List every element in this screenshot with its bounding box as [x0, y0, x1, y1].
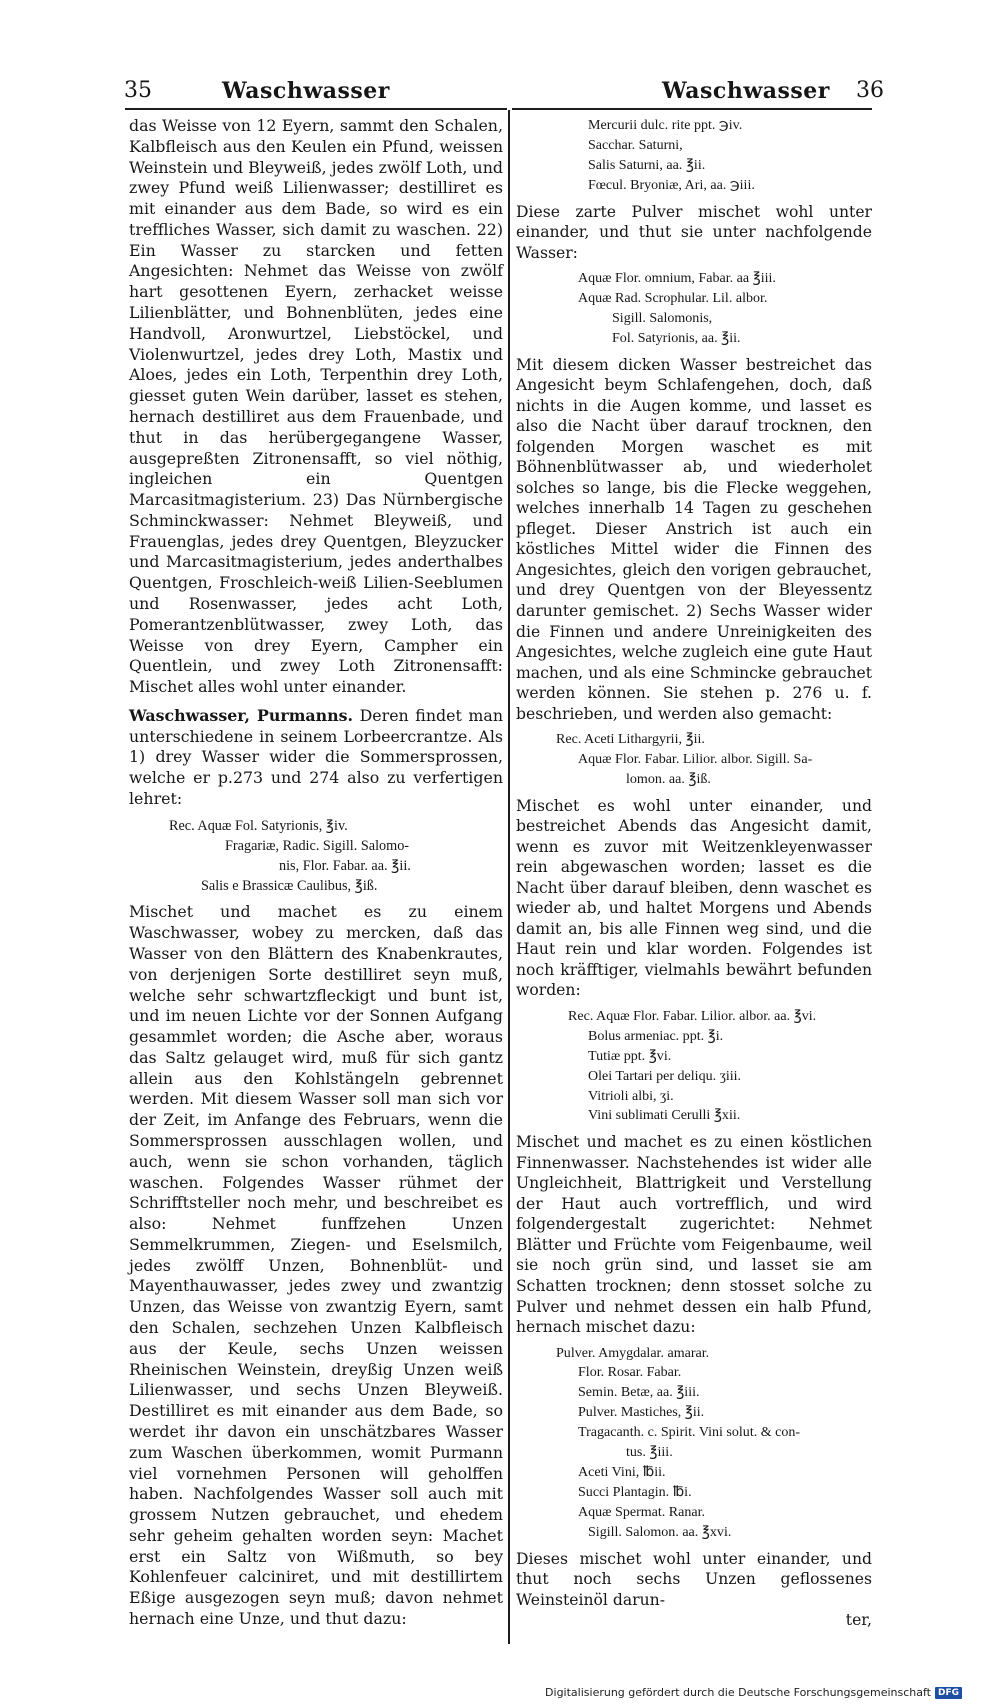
- recipe-line: Vitrioli albi, ʒi.: [588, 1087, 674, 1104]
- recipe-line: Tutiæ ppt. ℥vi.: [588, 1047, 672, 1064]
- recipe-line: Rec. Aquæ Flor. Fabar. Lilior. albor. aa. ℥vi.: [568, 1007, 817, 1024]
- page-number-right: 36: [856, 78, 884, 103]
- recipe-block-3: [516, 269, 872, 349]
- running-title-left: Waschwasser: [222, 78, 390, 104]
- recipe-line: Semin. Betæ, aa. ℥iii.: [578, 1384, 700, 1401]
- recipe-line: Vini sublimati Cerulli ℥xii.: [588, 1107, 741, 1124]
- recipe-block-2: [516, 116, 872, 196]
- header-rule-right: [512, 108, 872, 110]
- recipe-line: Aceti Vini, ℔ii.: [578, 1463, 666, 1480]
- recipe-line: Rec. Aquæ Fol. Satyrionis, ℥iv.: [169, 817, 348, 834]
- column-divider: [508, 110, 510, 1644]
- page-number-left: 35: [124, 78, 152, 103]
- recipe-line: Salis Saturni, aa. ℥ii.: [588, 156, 706, 173]
- recipe-line: Salis e Brassicæ Caulibus, ℥iß.: [201, 878, 378, 895]
- recipe-block-6: [516, 1344, 872, 1543]
- left-paragraph-2: [129, 706, 503, 810]
- recipe-line: Sigill. Salomonis,: [612, 309, 713, 326]
- recipe-line: Pulver. Amygdalar. amarar.: [556, 1344, 710, 1361]
- recipe-line: Fragariæ, Radic. Sigill. Salomo-: [225, 837, 410, 854]
- recipe-line: Tragacanth. c. Spirit. Vini solut. & con-: [578, 1424, 801, 1441]
- digitization-footer: [545, 1686, 962, 1699]
- right-paragraph-5: Dieses mischet wohl unter einander, und thut noch sechs Unzen geflossenes Weinsteinöl darun-: [516, 1549, 872, 1609]
- recipe-line: Fœcul. Bryoniæ, Ari, aa. ℈iii.: [588, 176, 755, 193]
- right-column: [516, 116, 872, 1631]
- right-paragraph-2: Mit diesem dicken Wasser bestreichet das Angesicht beym Schlafengehen, doch, daß nichts in die Augen komme, und lasset es also die Nacht über darauf trocknen, den folgenden Morgen waschet es mit Böhnenblütwasser ab, und wiederholet solches so lange, bis die Flecke weggehen, welches innerhalb 14 Tagen zu geschehen pfleget. Dieser Anstrich ist auch ein köstliches Mittel wider die Finnen des Angesichtes, gleich den vorigen gebrauchet, und drey Quentgen von der Bleyessentz darunter gemischet. 2) Sechs Wasser wider die Finnen und andere Unreinigkeiten des Angesichtes, welche zugleich eine gute Haut machen, und als eine Schmincke gebrauchet werden können. Sie stehen p. 276 u. f. beschrieben, und werden also gemacht:: [516, 355, 872, 723]
- recipe-line: Aquæ Flor. omnium, Fabar. aa ℥iii.: [578, 270, 776, 287]
- recipe-line: Aquæ Spermat. Ranar.: [578, 1503, 706, 1520]
- recipe-line: lomon. aa. ℥iß.: [626, 770, 711, 787]
- header-rule-left: [125, 108, 507, 110]
- recipe-line: Succi Plantagin. ℔i.: [578, 1483, 692, 1500]
- dfg-logo: DFG: [935, 1687, 962, 1699]
- recipe-line: tus. ℥iii.: [626, 1444, 673, 1461]
- recipe-line: Olei Tartari per deliqu. ʒiii.: [588, 1067, 742, 1084]
- recipe-line: Sigill. Salomon. aa. ℥xvi.: [588, 1523, 732, 1540]
- recipe-line: Bolus armeniac. ppt. ℥i.: [588, 1027, 724, 1044]
- recipe-line: Flor. Rosar. Fabar.: [578, 1364, 682, 1381]
- left-paragraph-1: das Weisse von 12 Eyern, sammt den Schalen, Kalbfleisch aus den Keulen ein Pfund, weissen Weinstein und Bleyweiß, jedes zwölf Loth, und zwey Pfund weiß Lilienwasser; destilliret es mit einander aus dem Bade, so wird es ein treffliches Wasser, sich damit zu waschen. 22) Ein Wasser zu starcken und fetten Angesichten: Nehmet das Weisse von zwölf hart gesottenen Eyern, zerhacket weisse Lilienblätter, und Bohnenblüten, jedes eine Handvoll, Aronwurtzel, Liebstöckel, und Violenwurtzel, jedes drey Loth, Mastix und Aloes, jedes ein Loth, Terpenthin drey Loth, giesset guten Wein darüber, lasset es stehen, hernach destilliret aus dem Frauenbade, und thut in das herübergegangene Wasser, ausgepreßten Zitronensafft, so viel nöthig, ingleichen ein Quentgen Marcasitmagisterium. 23) Das Nürnbergische Schminckwasser: Nehmet Bleyweiß, und Frauenglas, jedes drey Quentgen, Bleyzucker und Marcasitmagisterium, jedes anderthalbes Quentgen, Froschleich-weiß Lilien-Seeblumen und Rosenwasser, jedes acht Loth, Pomerantzenblütwasser, zwey Loth, das Weisse von drey Eyern, Campher ein Quentlein, und zwey Loth Zitronensafft: Mischet alles wohl unter einander.: [129, 116, 503, 697]
- recipe-line: Aquæ Rad. Scrophular. Lil. albor.: [578, 290, 768, 307]
- right-paragraph-1: Diese zarte Pulver mischet wohl unter einander, und thut sie unter nachfolgende Wasser:: [516, 202, 872, 262]
- recipe-line: Pulver. Mastiches, ℥ii.: [578, 1404, 705, 1421]
- recipe-block-4: [516, 730, 872, 790]
- right-paragraph-4: Mischet und machet es zu einen köstlichen Finnenwasser. Nachstehendes ist wider alle Ungleichheit, Blattrigkeit und Verstellung der Haut auch vortrefflich, und wird folgendergestalt zugerichtet: Nehmet Blätter und Früchte vom Feigenbaume, weil sie noch grün sind, und lasset sie am Schatten trocknen; denn stosset solche zu Pulver und nehmet dessen ein halb Pfund, hernach mischet dazu:: [516, 1133, 872, 1337]
- recipe-line: Rec. Aceti Lithargyrii, ℥ii.: [556, 731, 705, 748]
- left-paragraph-3: Mischet und machet es zu einem Waschwasser, wobey zu mercken, daß das Wasser von den Blättern des Knabenkrautes, von derjenigen Sorte destilliret seyn muß, welche sehr schwartzfleckigt und bunt ist, und im neuen Lichte vor der Sonnen Aufgang gesammlet worden; die Asche aber, woraus das Saltz gelauget wird, muß für sich gantz allein aus den Kohlstängeln gebrennet werden. Mit diesem Wasser soll man sich vor der Zeit, im Anfange des Februars, wenn die Sommersprossen ausschlagen wollen, und auch, wenn sie schon vorhanden, täglich waschen. Folgendes Wasser rühmet der Schrifftsteller noch mehr, und beschreibet es also: Nehmet funffzehen Unzen Semmelkrummen, Ziegen- und Eselsmilch, jedes zwölff Unzen, Bohnenblüt- und Mayenthauwasser, jedes zwey und zwantzig Unzen, das Weisse von zwantzig Eyern, samt den Schalen, sechzehen Unzen Kalbfleisch aus der Keule, sechs Unzen weissen Rheinischen Weinstein, dreyßig Unzen weiß Lilienwasser, und sechs Unzen Bleyweiß. Destilliret es mit einander aus dem Bade, so werdet ihr davon ein unschätzbares Wasser zum Waschen überkommen, womit Purmann viel vornehmen Personen will geholffen haben. Nachfolgendes Wasser soll auch mit grossem Nutzen gebrauchet, und ehedem sehr geheim gehalten worden seyn: Machet erst ein Saltz von Wißmuth, so bey Kohlenfeuer calciniret, und mit destillirtem Eßige ausgezogen seyn muß; davon nehmet hernach eine Unze, und thut dazu:: [129, 902, 503, 1628]
- entry-text: Deren findet man unterschiedene in seinem Lorbeercrantze. Als 1) drey Wasser wider die Sommersprossen, welche er p.273 und 274 also zu verfertigen lehret:: [129, 705, 503, 808]
- left-column: [129, 116, 503, 1630]
- recipe-line: Sacchar. Saturni,: [588, 136, 683, 153]
- recipe-line: nis, Flor. Fabar. aa. ℥ii.: [279, 858, 411, 875]
- running-title-right: Waschwasser: [662, 78, 830, 104]
- recipe-block-1: [129, 816, 503, 897]
- recipe-line: Fol. Satyrionis, aa. ℥ii.: [612, 329, 741, 346]
- catchword: ter,: [845, 1611, 872, 1630]
- recipe-line: Mercurii dulc. rite ppt. ℈iv.: [588, 117, 743, 133]
- entry-heading: Waschwasser, Purmanns.: [129, 705, 354, 725]
- recipe-block-5: [516, 1007, 872, 1126]
- right-paragraph-3: Mischet es wohl unter einander, und bestreichet Abends das Angesicht damit, wenn es zuvor mit Weitzenkleyenwasser rein abgewaschen worden; lasset es die Nacht über darauf bleiben, denn waschet es wieder ab, und haltet Morgens und Abends damit an, bis alle Finnen weg sind, und die Haut rein und klar worden. Folgendes ist noch kräfftiger, vielmahls bewährt befunden worden:: [516, 796, 872, 1000]
- recipe-line: Aquæ Flor. Fabar. Lilior. albor. Sigill. Sa-: [578, 750, 813, 767]
- footer-text: Digitalisierung gefördert durch die Deutsche Forschungsgemeinschaft: [545, 1686, 931, 1699]
